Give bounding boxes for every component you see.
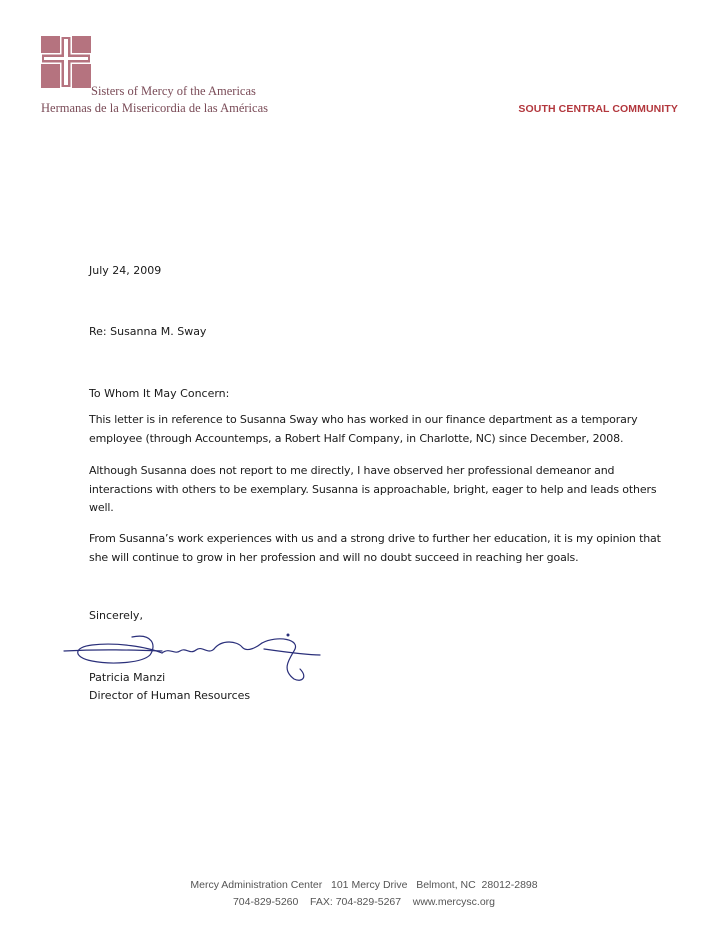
letter-date: July 24, 2009: [89, 264, 162, 277]
closing: Sincerely,: [89, 609, 143, 622]
signer-title: Director of Human Resources: [89, 689, 251, 702]
org-name-spanish: Hermanas de la Misericordia de las Américas: [41, 101, 268, 115]
paragraph-2: Although Susanna does not report to me directly, I have observed her professional demeanor and interactions with others to be exemplary. Susanna is approachable, bright, eager to help and leads others well.: [89, 464, 657, 514]
cross-logo-icon: [41, 36, 91, 88]
footer-contact: 704-829-5260 FAX: 704-829-5267 www.mercysc.org: [232, 896, 496, 908]
community-name: SOUTH CENTRAL COMMUNITY: [518, 103, 678, 115]
paragraph-3: From Susanna’s work experiences with us and a strong drive to further her education, it is my opinion that she will continue to grow in her profession and will no doubt succeed in reaching her goals.: [89, 532, 661, 564]
org-name-english: Sisters of Mercy of the Americas: [91, 84, 256, 98]
paragraph-1: This letter is in reference to Susanna Sway who has worked in our finance department as a temporary employee (through Accountemps, a Robert Half Company, in Charlotte, NC) since December, 2008.: [89, 413, 638, 445]
re-line: Re: Susanna M. Sway: [89, 325, 207, 338]
salutation: To Whom It May Concern:: [89, 387, 230, 400]
signer-name: Patricia Manzi: [89, 671, 166, 684]
footer-address: Mercy Administration Center 101 Mercy Drive Belmont, NC 28012-2898: [190, 879, 538, 891]
